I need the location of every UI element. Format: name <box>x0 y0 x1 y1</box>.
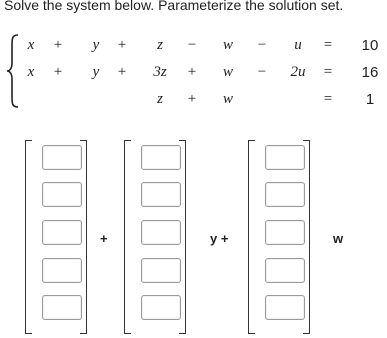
answer-input-vector1-row1[interactable] <box>42 145 82 170</box>
equation-row-1-term-1: x <box>27 37 35 53</box>
left-brace <box>6 33 20 109</box>
equation-row-2-term-7: w <box>222 64 233 80</box>
answer-input-vector3-row5[interactable] <box>265 295 305 320</box>
equation-row-3-term-10: = <box>323 91 333 107</box>
answer-input-vector2-row2[interactable] <box>141 182 181 207</box>
plus-operator: + <box>100 231 108 246</box>
answer-input-vector2-row5[interactable] <box>141 295 181 320</box>
equation-system <box>6 33 380 113</box>
equation-row-2-term-9: 2u <box>290 64 306 80</box>
y-plus-label: y + <box>210 231 229 246</box>
equation-row-1-term-4: + <box>117 37 127 53</box>
equation-row-1-term-6: − <box>187 37 197 53</box>
equation-row-1-term-5: z <box>157 37 163 53</box>
answer-input-vector1-row3[interactable] <box>42 220 82 245</box>
equation-row-2-term-4: + <box>117 64 127 80</box>
equation-row-1-term-7: w <box>222 37 233 53</box>
bracket-left <box>248 140 255 334</box>
equation-row-1-term-8: − <box>257 37 267 53</box>
equation-row-2-term-6: + <box>187 64 197 80</box>
w-label: w <box>333 231 344 246</box>
equation-row-2-term-1: x <box>27 64 35 80</box>
equation-row-2-term-5: 3z <box>153 64 167 80</box>
bracket-left <box>25 140 32 334</box>
answer-input-vector1-row4[interactable] <box>42 258 82 283</box>
equation-row-2-term-11: 16 <box>361 64 379 81</box>
equation-row-1-term-9: u <box>294 37 302 53</box>
answer-input-vector1-row2[interactable] <box>42 182 82 207</box>
equation-row-2-term-3: y <box>92 64 100 80</box>
equation-row-1-term-2: + <box>53 37 63 53</box>
answer-input-vector3-row2[interactable] <box>265 182 305 207</box>
equation-row-3-term-6: + <box>187 91 197 107</box>
bracket-left <box>124 140 131 334</box>
vector-constant <box>25 140 87 332</box>
answer-input-vector1-row5[interactable] <box>42 295 82 320</box>
vector-y <box>124 140 186 332</box>
equation-row-3-term-5: z <box>157 91 163 107</box>
equation-row-3-term-7: w <box>222 91 233 107</box>
answer-input-vector3-row4[interactable] <box>265 258 305 283</box>
vector-w <box>248 140 310 332</box>
answer-input-vector3-row1[interactable] <box>265 145 305 170</box>
answer-input-vector2-row1[interactable] <box>141 145 181 170</box>
equation-row-1-term-10: = <box>323 37 333 53</box>
equation-row-1-term-11: 10 <box>361 37 379 54</box>
equation-row-3-term-11: 1 <box>365 91 375 108</box>
equation-row-2-term-10: = <box>323 64 333 80</box>
equation-row-2-term-8: − <box>257 64 267 80</box>
equation-row-2-term-2: + <box>53 64 63 80</box>
answer-input-vector2-row3[interactable] <box>141 220 181 245</box>
prompt-text: Solve the system below. Parameterize the solution set. <box>4 0 344 13</box>
answer-input-vector3-row3[interactable] <box>265 220 305 245</box>
answer-input-vector2-row4[interactable] <box>141 258 181 283</box>
equation-row-1-term-3: y <box>92 37 100 53</box>
